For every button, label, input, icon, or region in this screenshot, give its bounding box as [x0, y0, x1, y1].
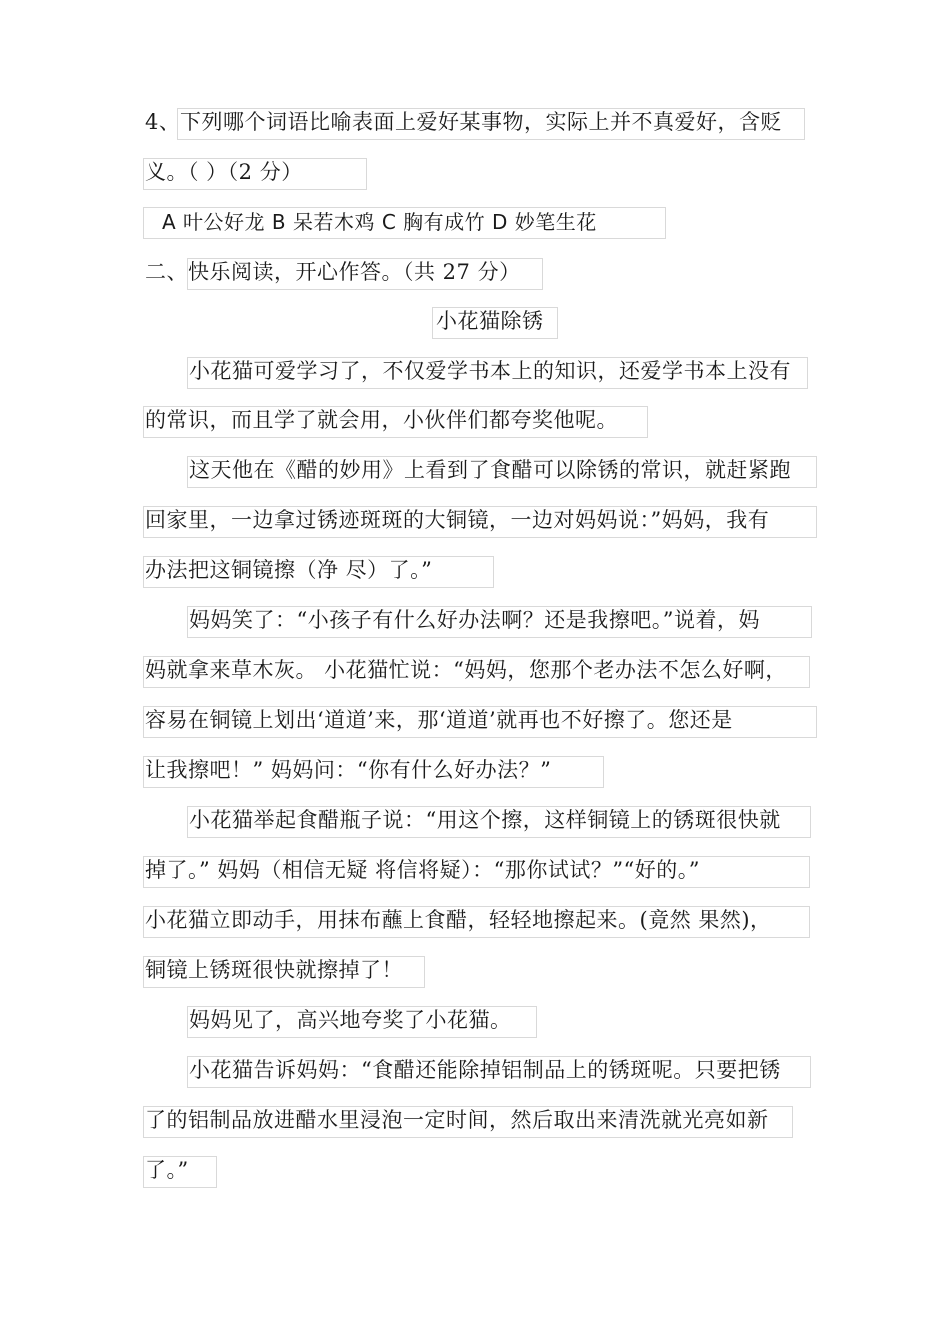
passage-line: 小花猫举起食醋瓶子说：“用这个擦，这样铜镜上的锈斑很快就 [189, 808, 781, 832]
passage-line: 小花猫可爱学习了，不仅爱学书本上的知识，还爱学书本上没有 [189, 359, 791, 383]
passage-line: 了。” [145, 1158, 189, 1182]
question4-text-line1: 下列哪个词语比喻表面上爱好某事物，实际上并不真爱好，含贬 [180, 110, 782, 134]
passage-line: 的常识，而且学了就会用，小伙伴们都夸奖他呢。 [145, 408, 618, 432]
passage-line: 掉了。” 妈妈（相信无疑 将信将疑）：“那你试试？”“好的。” [145, 858, 701, 882]
passage-line: 妈就拿来草木灰。 小花猫忙说：“妈妈，您那个老办法不怎么好啊， [145, 658, 787, 682]
question4-number: 4、 [145, 110, 181, 134]
section2-heading: 二、快乐阅读，开心作答。（共 27 分） [145, 260, 521, 284]
passage-line: 让我擦吧！” 妈妈问：“你有什么好办法？” [145, 758, 552, 782]
passage-line: 妈妈笑了：“小孩子有什么好办法啊？还是我擦吧。”说着，妈 [189, 608, 760, 632]
passage-line: 回家里，一边拿过锈迹斑斑的大铜镜，一边对妈妈说：”妈妈，我有 [145, 508, 770, 532]
question4-options: A 叶公好龙 B 呆若木鸡 C 胸有成竹 D 妙笔生花 [162, 210, 597, 234]
passage-line: 了的铝制品放进醋水里浸泡一定时间，然后取出来清洗就光亮如新 [145, 1108, 769, 1132]
passage-line: 这天他在《醋的妙用》上看到了食醋可以除锈的常识，就赶紧跑 [189, 458, 791, 482]
passage-line: 妈妈见了，高兴地夸奖了小花猫。 [189, 1008, 512, 1032]
passage-line: 办法把这铜镜擦（净 尽）了。” [145, 558, 433, 582]
passage-line: 小花猫立即动手，用抹布蘸上食醋，轻轻地擦起来。(竟然 果然)， [145, 908, 772, 932]
passage-line: 小花猫告诉妈妈：“食醋还能除掉铝制品上的锈斑呢。只要把锈 [189, 1058, 781, 1082]
passage-title: 小花猫除锈 [436, 309, 544, 333]
passage-line: 铜镜上锈斑很快就擦掉了！ [145, 958, 403, 982]
passage-line: 容易在铜镜上划出‘道道’来，那‘道道’就再也不好擦了。您还是 [145, 708, 733, 732]
question4-text-line2: 义。（ ）（2 分） [145, 160, 303, 184]
